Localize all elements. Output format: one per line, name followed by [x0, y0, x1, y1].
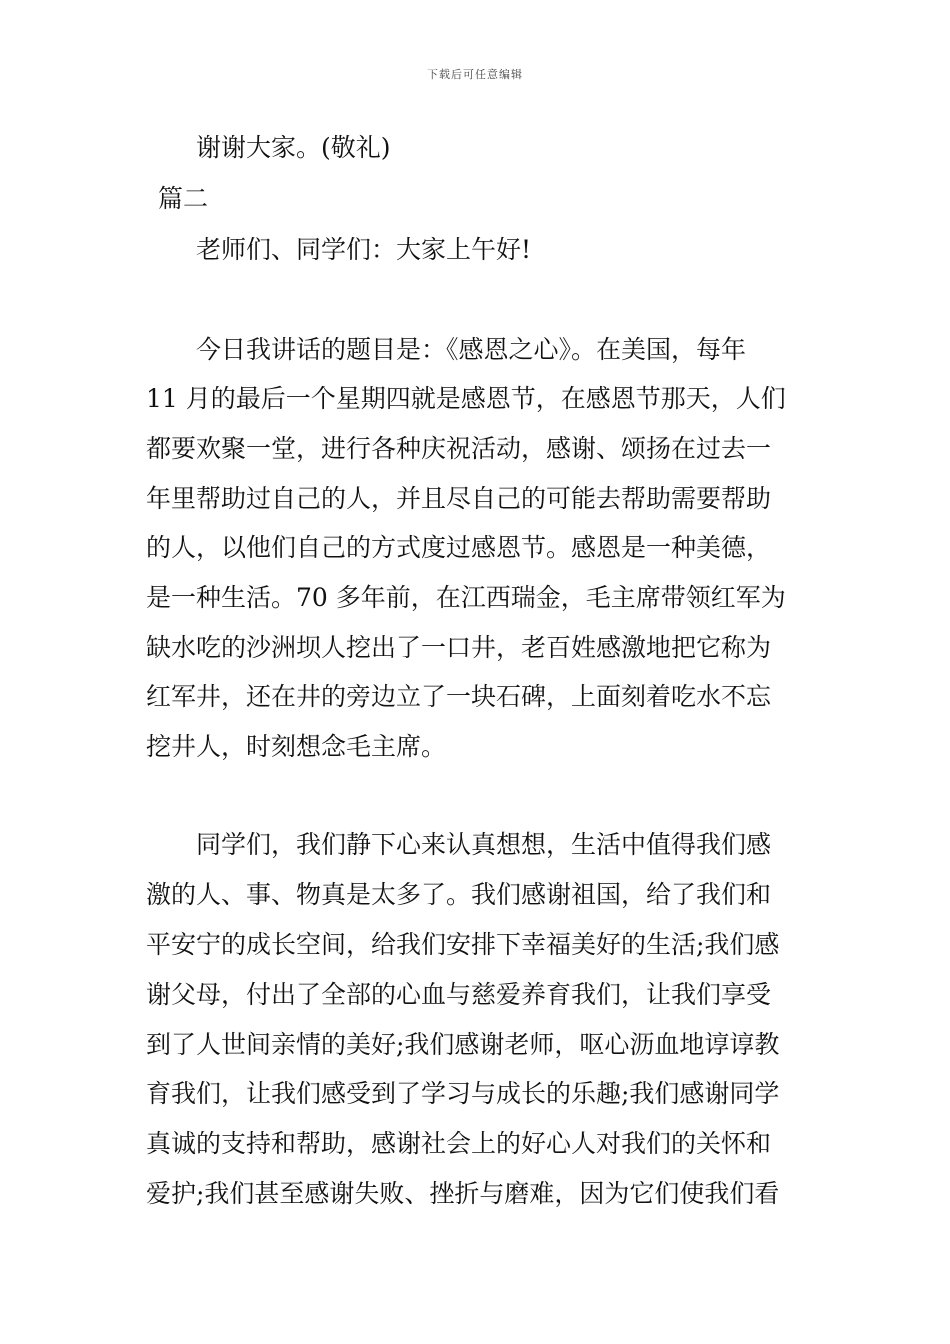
- paragraph-line: 挖井人，时刻想念毛主席。: [146, 732, 447, 761]
- section-title: 篇二: [158, 184, 209, 213]
- paragraph-line: 平安宁的成长空间，给我们安排下幸福美好的生活;我们感: [146, 930, 780, 959]
- header-note: 下载后可任意编辑: [427, 68, 523, 81]
- paragraph-line: 真诚的支持和帮助，感谢社会上的好心人对我们的关怀和: [146, 1129, 772, 1158]
- paragraph-line: 激的人、事、物真是太多了。我们感谢祖国，给了我们和: [146, 880, 772, 909]
- paragraph-line: 育我们，让我们感受到了学习与成长的乐趣;我们感谢同学: [146, 1079, 780, 1108]
- paragraph-line: 都要欢聚一堂，进行各种庆祝活动，感谢、颂扬在过去一: [146, 434, 772, 463]
- greeting-line: 老师们、同学们：大家上午好!: [196, 235, 532, 264]
- paragraph-line: 同学们，我们静下心来认真想想，生活中值得我们感: [196, 830, 772, 859]
- paragraph-line: 年里帮助过自己的人，并且尽自己的可能去帮助需要帮助: [146, 484, 772, 513]
- paragraph-line: 谢父母，付出了全部的心血与慈爱养育我们，让我们享受: [146, 980, 772, 1009]
- closing-line: 谢谢大家。(敬礼): [196, 133, 391, 162]
- paragraph-line: 是一种生活。70 多年前，在江西瑞金，毛主席带领红军为: [146, 583, 786, 612]
- paragraph-line: 爱护;我们甚至感谢失败、挫折与磨难，因为它们使我们看: [146, 1179, 780, 1208]
- paragraph-line: 今日我讲话的题目是：《感恩之心》。在美国，每年: [196, 335, 747, 364]
- paragraph-line: 红军井，还在井的旁边立了一块石碑，上面刻着吃水不忘: [146, 682, 772, 711]
- paragraph-line: 11 月的最后一个星期四就是感恩节，在感恩节那天，人们: [146, 384, 786, 413]
- paragraph-line: 缺水吃的沙洲坝人挖出了一口井，老百姓感激地把它称为: [146, 633, 772, 662]
- paragraph-line: 到了人世间亲情的美好;我们感谢老师，呕心沥血地谆谆教: [146, 1030, 780, 1059]
- paragraph-line: 的人，以他们自己的方式度过感恩节。感恩是一种美德，: [146, 533, 772, 562]
